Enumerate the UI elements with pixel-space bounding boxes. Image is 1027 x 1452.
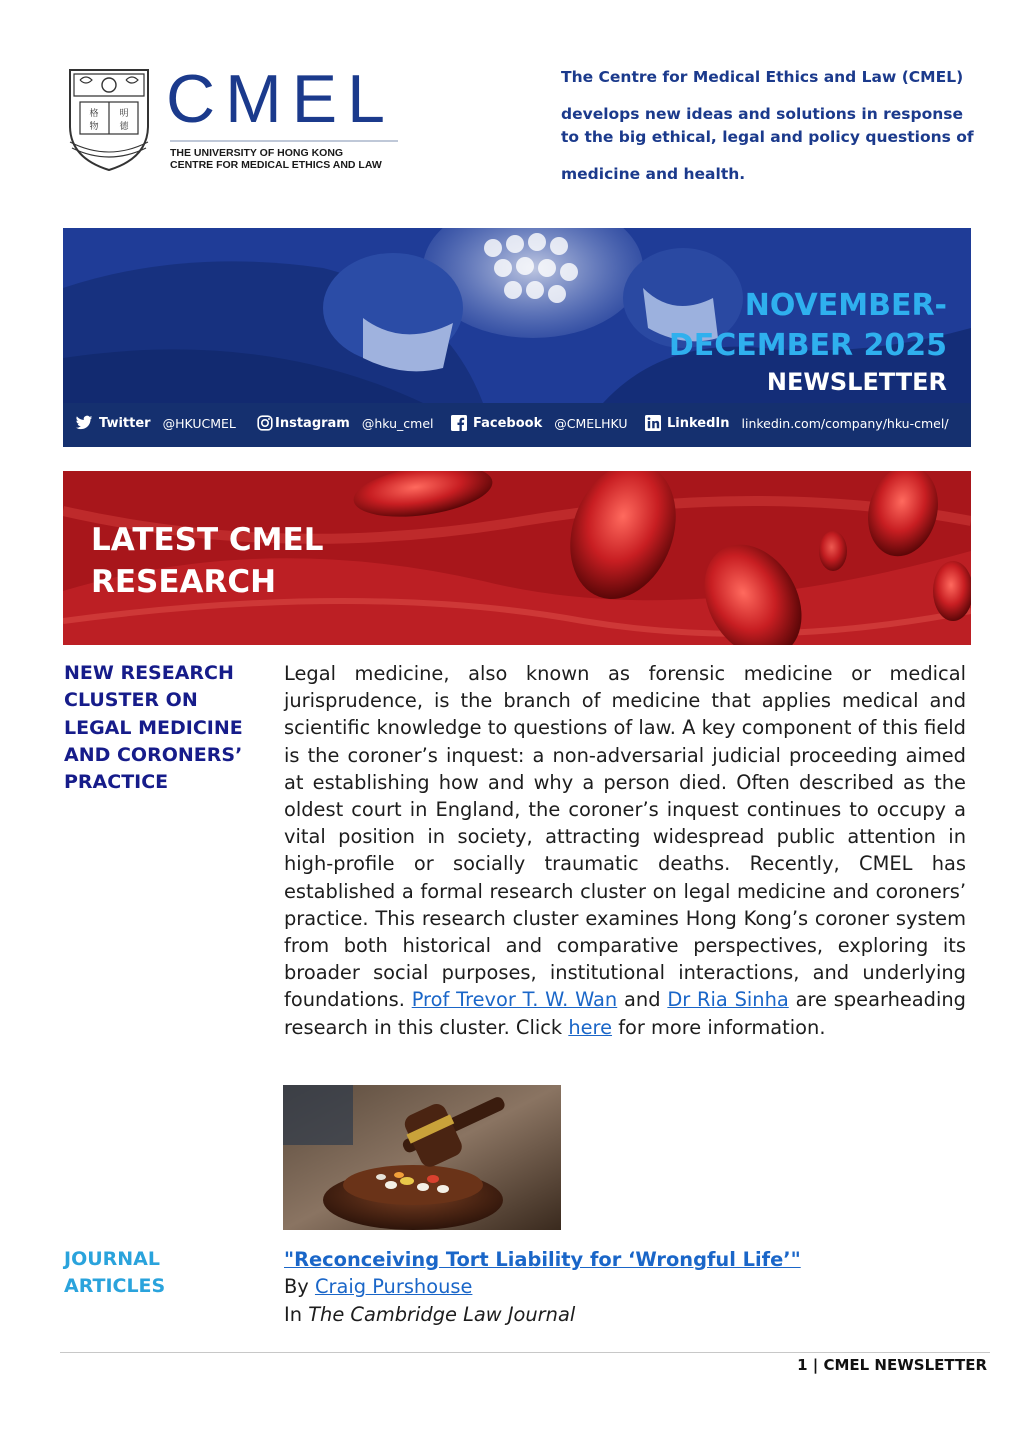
heading-line: LEGAL MEDICINE xyxy=(64,716,243,739)
svg-text:德: 德 xyxy=(119,122,129,132)
journal-article-entry xyxy=(284,1246,801,1328)
svg-text:明: 明 xyxy=(119,109,129,119)
linkedin-icon xyxy=(645,415,661,431)
research-cluster-paragraph xyxy=(284,660,966,1041)
logo-subtitle-line1: THE UNIVERSITY OF HONG KONG xyxy=(170,147,344,159)
research-cluster-heading xyxy=(64,660,264,796)
intro-line: develops new ideas and solutions in response xyxy=(561,105,964,123)
facebook-link[interactable] xyxy=(451,415,628,431)
instagram-handle: @hku_cmel xyxy=(361,415,434,431)
journal-name: The Cambridge Law Journal xyxy=(308,1302,576,1326)
latest-research-title-line1: LATEST CMEL xyxy=(91,522,324,558)
hku-crest-logo xyxy=(66,66,152,172)
heading-line: AND CORONERS’ xyxy=(64,743,243,766)
intro-line: medicine and health. xyxy=(561,165,746,183)
in-prefix: In xyxy=(284,1302,303,1326)
instagram-label: Instagram xyxy=(275,415,350,431)
newsletter-title-line2: DECEMBER 2025 xyxy=(668,328,947,363)
newsletter-title-line1: NOVEMBER- xyxy=(744,288,947,323)
page-footer: 1 | CMEL NEWSLETTER xyxy=(797,1356,987,1374)
footer-divider xyxy=(60,1352,990,1353)
instagram-icon xyxy=(257,415,273,431)
svg-text:物: 物 xyxy=(89,122,99,132)
paragraph-text: for more information. xyxy=(618,1015,826,1039)
intro-line: to the big ethical, legal and policy questions of xyxy=(561,128,974,146)
heading-line: NEW RESEARCH xyxy=(64,662,234,684)
linkedin-label: LinkedIn xyxy=(667,415,730,431)
newsletter-label: NEWSLETTER xyxy=(766,368,947,396)
newsletter-title xyxy=(669,286,947,366)
linkedin-handle: linkedin.com/company/hku-cmel/ xyxy=(741,415,949,431)
twitter-handle: @HKUCMEL xyxy=(162,415,236,431)
linkedin-link[interactable] xyxy=(645,415,949,431)
paragraph-text: are spearheading research in this cluster. Click xyxy=(284,988,966,1039)
social-links-bar xyxy=(63,403,971,447)
by-prefix: By xyxy=(284,1275,309,1299)
latest-research-title xyxy=(91,519,323,603)
svg-text:格: 格 xyxy=(89,109,99,119)
latest-research-banner xyxy=(63,471,971,645)
paragraph-body: Legal medicine, also known as forensic medicine or medical jurisprudence, is the branch of medicine that applies medical and scientific knowledge to questions of law. A key component of this field is the coroner’s inquest: a non-adversarial judicial proceeding aimed at establishing how and why a person died. Often described as the oldest court in England, the coroner’s inquest continues to occupy a vital position in society, attracting widespread public attention in high-profile or socially traumatic deaths. Recently, CMEL has established a formal research cluster on legal medicine and coroners’ practice. This research cluster examines Hong Kong’s coroner system from both historical and comparative perspectives, exploring its broader social purposes, institutional interactions, and underlying foundations. xyxy=(284,662,966,1012)
more-info-link[interactable]: here xyxy=(568,1015,613,1039)
twitter-icon xyxy=(75,415,93,431)
facebook-icon xyxy=(451,415,467,431)
heading-line: CLUSTER ON xyxy=(64,689,198,712)
paragraph-text: and xyxy=(624,988,661,1012)
dr-ria-sinha-link[interactable]: Dr Ria Sinha xyxy=(667,988,789,1012)
logo-divider xyxy=(170,140,398,142)
intro-line: The Centre for Medical Ethics and Law (CMEL) xyxy=(561,68,964,86)
logo-subtitle-line2: CENTRE FOR MEDICAL ETHICS AND LAW xyxy=(170,159,382,171)
article-title-link[interactable]: "Reconceiving Tort Liability for ‘Wrongful Life’" xyxy=(284,1248,801,1271)
cmel-logo-wordmark: CMEL xyxy=(166,61,395,137)
heading-line: PRACTICE xyxy=(64,771,169,794)
latest-research-title-line2: RESEARCH xyxy=(91,564,277,600)
newsletter-banner xyxy=(63,228,971,403)
author-link[interactable]: Craig Purshouse xyxy=(314,1275,473,1299)
gavel-and-pills-photo xyxy=(283,1085,561,1230)
facebook-handle: @CMELHKU xyxy=(554,415,628,431)
facebook-label: Facebook xyxy=(473,415,543,431)
instagram-link[interactable] xyxy=(257,415,434,431)
heading-line: ARTICLES xyxy=(64,1275,166,1298)
twitter-link[interactable] xyxy=(75,415,236,431)
twitter-label: Twitter xyxy=(99,415,151,431)
heading-line: JOURNAL xyxy=(64,1248,160,1270)
journal-articles-heading xyxy=(64,1246,264,1301)
prof-trevor-wan-link[interactable]: Prof Trevor T. W. Wan xyxy=(411,988,618,1012)
logo-subtitle xyxy=(170,147,382,171)
